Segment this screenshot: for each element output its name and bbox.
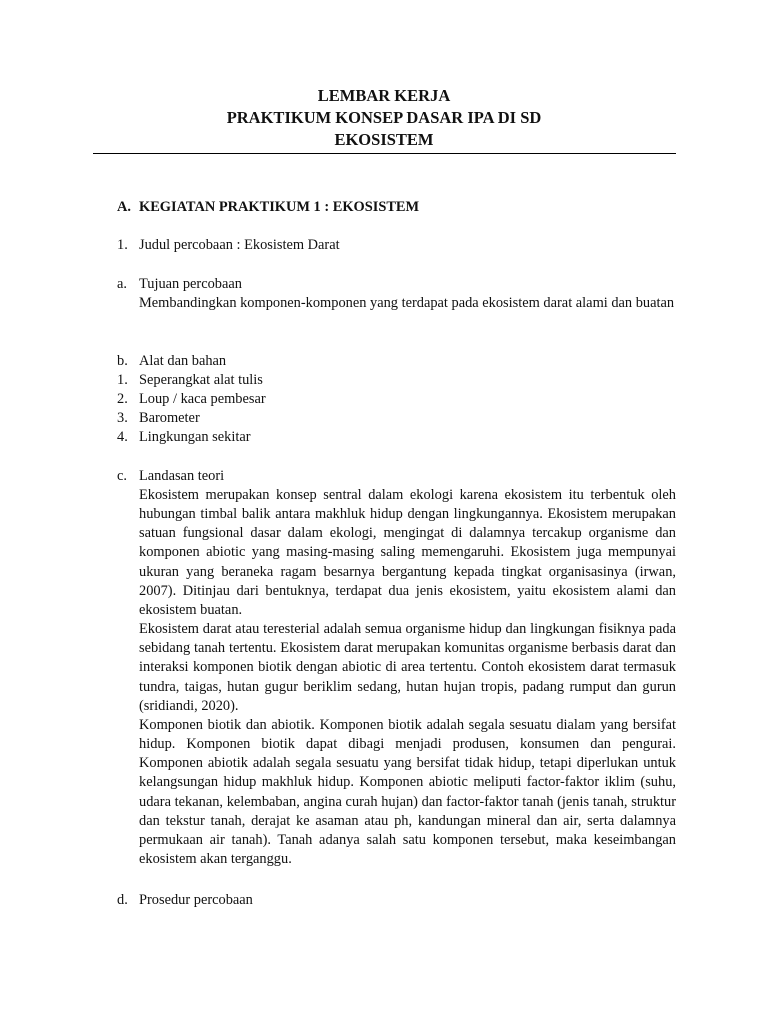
list-marker: 2. [117,391,128,407]
paragraph: Membandingkan komponen-komponen yang terdapat pada ekosistem darat alami dan buatan [139,295,675,311]
list-marker: a. [117,276,127,292]
list-item-text: Seperangkat alat tulis [139,372,263,388]
document-header [0,85,768,151]
list-marker: c. [117,468,127,484]
header-topic: EKOSISTEM [334,130,434,149]
list-marker: d. [117,892,128,908]
experiment-title: Judul percobaan : Ekosistem Darat [139,237,340,253]
materials-label: Alat dan bahan [139,353,227,369]
objective-label: Tujuan percobaan [139,276,242,292]
list-item-text: Lingkungan sekitar [139,429,251,445]
paragraph: Ekosistem merupakan konsep sentral dalam ekologi karena ekosistem itu terbentuk oleh hubungan timbal balik antara makhluk hidup dengan lingkungannya. Ekosistem merupakan satuan fungsional dasar dalam ekologi, mengingat di dalamnya tercakup organisme dan komponen abiotic yang masing-masing saling memengaruhi. Ekosistem juga mempunyai ukuran yang beraneka ragam besarnya bergantung kepada tingkat organisasinya (irwan, 2007). Ditinjau dari bentuknya, terdapat dua jenis ekosistem, yaitu ekosistem alami dan ekosistem buatan. [139,487,676,618]
list-marker: 1. [117,237,128,253]
theory-text [139,486,676,869]
objective-text [139,294,676,313]
theory-label: Landasan teori [139,468,225,484]
list-marker: 1. [117,372,128,388]
list-marker: b. [117,353,128,369]
section-marker: A. [117,199,131,215]
paragraph: Komponen biotik dan abiotik. Komponen biotik adalah segala sesuatu dialam yang bersifat hidup. Komponen biotik dapat dibagi menjadi produsen, konsumen dan pengurai. Komponen abiotik adalah segala sesuatu yang bersifat tidak hidup, tetapi diperlukan untuk kelangsungan hidup makhluk hidup. Komponen abiotic meliputi factor-faktor iklim (suhu, udara tekanan, kelembaban, angina curah hujan) dan factor-faktor tanah (jenis tanah, struktur dan tekstur tanah, derajat ke asaman atau ph, kandungan mineral dan air, serta dalamnya permukaan air tanah). Tanah adanya salah satu komponen tersebut, maka keseimbangan ekosistem akan terganggu. [139,716,676,867]
list-item-text: Loup / kaca pembesar [139,391,266,407]
list-marker: 3. [117,410,128,426]
header-divider [93,153,676,154]
list-item-text: Barometer [139,410,200,426]
paragraph: Ekosistem darat atau teresterial adalah semua organisme hidup dan lingkungan fisiknya pada sebidang tanah tertentu. Ekosistem darat merupakan komunitas organisme berbasis darat dan interaksi komponen biotik dengan abiotic di area tertentu. Contoh ekosistem darat termasuk tundra, taigas, hutan gugur beriklim sedang, hutan hujan tropis, padang rumput dan gurun (sridiandi, 2020). [139,621,676,714]
list-marker: 4. [117,429,128,445]
header-title: LEMBAR KERJA [317,86,451,105]
procedure-label: Prosedur percobaan [139,892,253,908]
section-title: KEGIATAN PRAKTIKUM 1 : EKOSISTEM [139,199,420,215]
header-subtitle: PRAKTIKUM KONSEP DASAR IPA DI SD [226,108,542,127]
